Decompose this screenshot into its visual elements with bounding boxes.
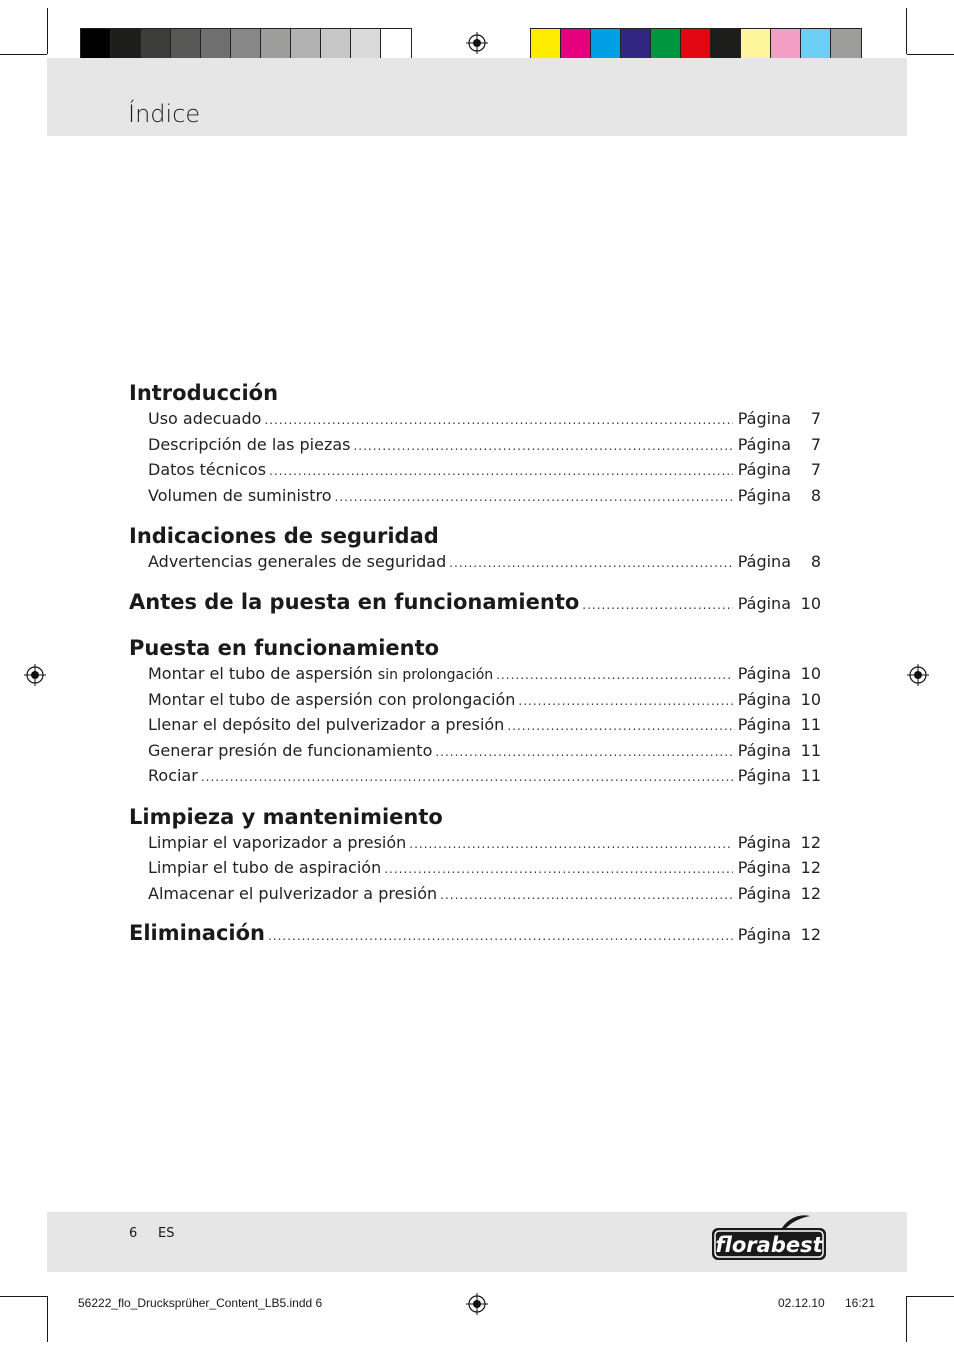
toc-entry bbox=[129, 407, 821, 433]
color-swatch bbox=[141, 29, 171, 60]
page-value: 12 bbox=[800, 925, 821, 944]
crop-mark bbox=[47, 8, 48, 54]
page-value: 10 bbox=[800, 664, 821, 683]
toc-entry bbox=[129, 688, 821, 714]
registration-mark-icon bbox=[907, 664, 929, 686]
toc-entry bbox=[129, 433, 821, 459]
page-label: Página bbox=[737, 689, 791, 709]
dot-leader bbox=[269, 459, 733, 484]
page-ref bbox=[738, 856, 821, 881]
toc-section bbox=[129, 804, 821, 908]
toc-entry bbox=[129, 882, 821, 908]
registration-mark-icon bbox=[24, 664, 46, 686]
color-swatch bbox=[801, 29, 831, 60]
entry-title: Descripción de las piezas bbox=[148, 434, 351, 454]
page-ref bbox=[738, 739, 821, 764]
page-ref bbox=[738, 550, 821, 575]
page-label: Página bbox=[737, 858, 791, 877]
page-label: Página bbox=[737, 664, 791, 683]
page-value: 8 bbox=[810, 485, 821, 505]
entry-title: Generar presión de funcionamiento bbox=[148, 740, 433, 760]
section-title: Indicaciones de seguridad bbox=[129, 524, 439, 548]
page-label: Página bbox=[737, 925, 791, 944]
entry-title: Uso adecuado bbox=[148, 409, 262, 428]
toc-entry bbox=[129, 484, 821, 510]
page-value: 12 bbox=[800, 883, 821, 903]
entry-title-part: Montar el tubo de aspersión bbox=[148, 664, 373, 683]
page-value: 7 bbox=[810, 409, 821, 428]
color-swatch bbox=[81, 29, 111, 60]
page-label: Página bbox=[737, 552, 791, 571]
entry-title: Limpiar el tubo de aspiración bbox=[148, 858, 382, 877]
dot-leader bbox=[507, 714, 732, 739]
dot-leader bbox=[409, 832, 732, 857]
page-ref bbox=[738, 882, 821, 907]
toc-section bbox=[129, 523, 821, 576]
section-title: Eliminación bbox=[129, 921, 265, 945]
color-swatch bbox=[531, 29, 561, 60]
registration-mark-icon bbox=[466, 1293, 488, 1315]
color-swatch bbox=[771, 29, 801, 60]
page-label: Página bbox=[737, 434, 791, 454]
page-label: Página bbox=[737, 460, 791, 479]
gray-color-bar bbox=[80, 28, 412, 61]
color-swatch bbox=[621, 29, 651, 60]
color-swatch bbox=[561, 29, 591, 60]
color-swatch bbox=[231, 29, 261, 60]
crop-mark bbox=[0, 1296, 47, 1297]
page-label: Página bbox=[737, 766, 791, 785]
toc-section bbox=[129, 380, 821, 509]
color-swatch bbox=[351, 29, 381, 60]
crop-mark bbox=[906, 1296, 907, 1342]
dot-leader bbox=[264, 408, 732, 433]
crop-mark bbox=[0, 54, 47, 55]
toc-entry bbox=[129, 458, 821, 484]
color-swatch bbox=[651, 29, 681, 60]
page-label: Página bbox=[737, 883, 791, 903]
entry-title: Almacenar el pulverizador a presión bbox=[148, 883, 438, 903]
dot-leader bbox=[435, 740, 732, 765]
entry-title: Llenar el depósito del pulverizador a presión bbox=[148, 715, 505, 734]
toc-entry bbox=[129, 662, 821, 688]
color-swatch bbox=[711, 29, 741, 60]
crop-mark bbox=[47, 1296, 48, 1342]
color-swatch bbox=[171, 29, 201, 60]
entry-title: Datos técnicos bbox=[148, 460, 267, 479]
dot-leader bbox=[496, 663, 733, 688]
page-label: Página bbox=[737, 593, 791, 613]
page-ref bbox=[738, 592, 821, 617]
page-ref bbox=[738, 831, 821, 856]
toc-entry bbox=[129, 921, 821, 949]
page-label: Página bbox=[737, 715, 791, 734]
color-swatch bbox=[831, 29, 861, 60]
registration-mark-icon bbox=[466, 32, 488, 54]
page-title: Índice bbox=[128, 100, 201, 128]
dot-leader bbox=[582, 593, 732, 618]
page-value: 7 bbox=[810, 460, 821, 479]
dot-leader bbox=[335, 485, 733, 510]
page-ref bbox=[738, 662, 821, 687]
dot-leader bbox=[518, 689, 732, 714]
page-number: 6 bbox=[129, 1226, 138, 1241]
dot-leader bbox=[201, 765, 733, 790]
crop-mark bbox=[907, 1296, 954, 1297]
dot-leader bbox=[384, 857, 733, 882]
page-value: 12 bbox=[800, 832, 821, 852]
page-ref bbox=[738, 923, 821, 948]
toc-section bbox=[129, 590, 821, 618]
page-value: 11 bbox=[800, 715, 821, 734]
toc-section bbox=[129, 921, 821, 949]
page-value: 11 bbox=[800, 766, 821, 785]
crop-mark bbox=[907, 54, 954, 55]
page-ref bbox=[738, 764, 821, 789]
color-swatch bbox=[291, 29, 321, 60]
florabest-logo bbox=[710, 1214, 828, 1262]
toc-section bbox=[129, 635, 821, 790]
entry-title: Limpiar el vaporizador a presión bbox=[148, 832, 407, 852]
page-label: Página bbox=[737, 740, 791, 760]
slug-date: 02.12.10 bbox=[778, 1296, 825, 1310]
page-value: 12 bbox=[800, 858, 821, 877]
page-value: 10 bbox=[800, 689, 821, 709]
page-ref bbox=[738, 713, 821, 738]
toc-entry bbox=[129, 764, 821, 790]
slug-filename: 56222_flo_Drucksprüher_Content_LB5.indd 6 bbox=[78, 1296, 323, 1310]
toc-entry bbox=[129, 856, 821, 882]
entry-title bbox=[148, 662, 493, 688]
table-of-contents bbox=[129, 380, 821, 967]
page-value: 8 bbox=[810, 552, 821, 571]
dot-leader bbox=[268, 924, 733, 949]
dot-leader bbox=[440, 883, 733, 908]
toc-entry bbox=[129, 739, 821, 765]
color-swatch bbox=[741, 29, 771, 60]
page-value: 11 bbox=[800, 740, 821, 760]
crop-mark bbox=[906, 8, 907, 54]
page-label: Página bbox=[737, 409, 791, 428]
color-swatch bbox=[111, 29, 141, 60]
page-label: Página bbox=[737, 485, 791, 505]
color-swatch bbox=[321, 29, 351, 60]
section-title: Puesta en funcionamiento bbox=[129, 636, 440, 660]
page-value: 7 bbox=[810, 434, 821, 454]
page-value: 10 bbox=[800, 593, 821, 613]
color-swatch bbox=[261, 29, 291, 60]
page-ref bbox=[738, 407, 821, 432]
color-swatch bbox=[591, 29, 621, 60]
color-swatch bbox=[681, 29, 711, 60]
slug-time: 16:21 bbox=[845, 1296, 876, 1310]
page-ref bbox=[738, 688, 821, 713]
page-ref bbox=[738, 458, 821, 483]
cmyk-color-bar bbox=[530, 28, 862, 61]
toc-entry bbox=[129, 590, 821, 618]
color-swatch bbox=[381, 29, 411, 60]
logo-text: florabest bbox=[715, 1233, 823, 1257]
entry-title: Volumen de suministro bbox=[148, 485, 332, 505]
page-ref bbox=[738, 433, 821, 458]
entry-title: Montar el tubo de aspersión con prolongación bbox=[148, 689, 516, 709]
toc-entry bbox=[129, 831, 821, 857]
section-title: Antes de la puesta en funcionamiento bbox=[129, 589, 580, 614]
dot-leader bbox=[449, 551, 733, 576]
entry-title: Advertencias generales de seguridad bbox=[148, 552, 447, 571]
page-ref bbox=[738, 484, 821, 509]
language-code: ES bbox=[158, 1226, 175, 1241]
entry-title-part: sin prolongación bbox=[377, 667, 494, 683]
section-title: Limpieza y mantenimiento bbox=[129, 804, 443, 829]
entry-title: Rociar bbox=[148, 766, 198, 785]
dot-leader bbox=[353, 434, 732, 459]
page-label: Página bbox=[737, 832, 791, 852]
section-title: Introducción bbox=[129, 381, 279, 405]
toc-entry bbox=[129, 550, 821, 576]
toc-entry bbox=[129, 713, 821, 739]
color-swatch bbox=[201, 29, 231, 60]
